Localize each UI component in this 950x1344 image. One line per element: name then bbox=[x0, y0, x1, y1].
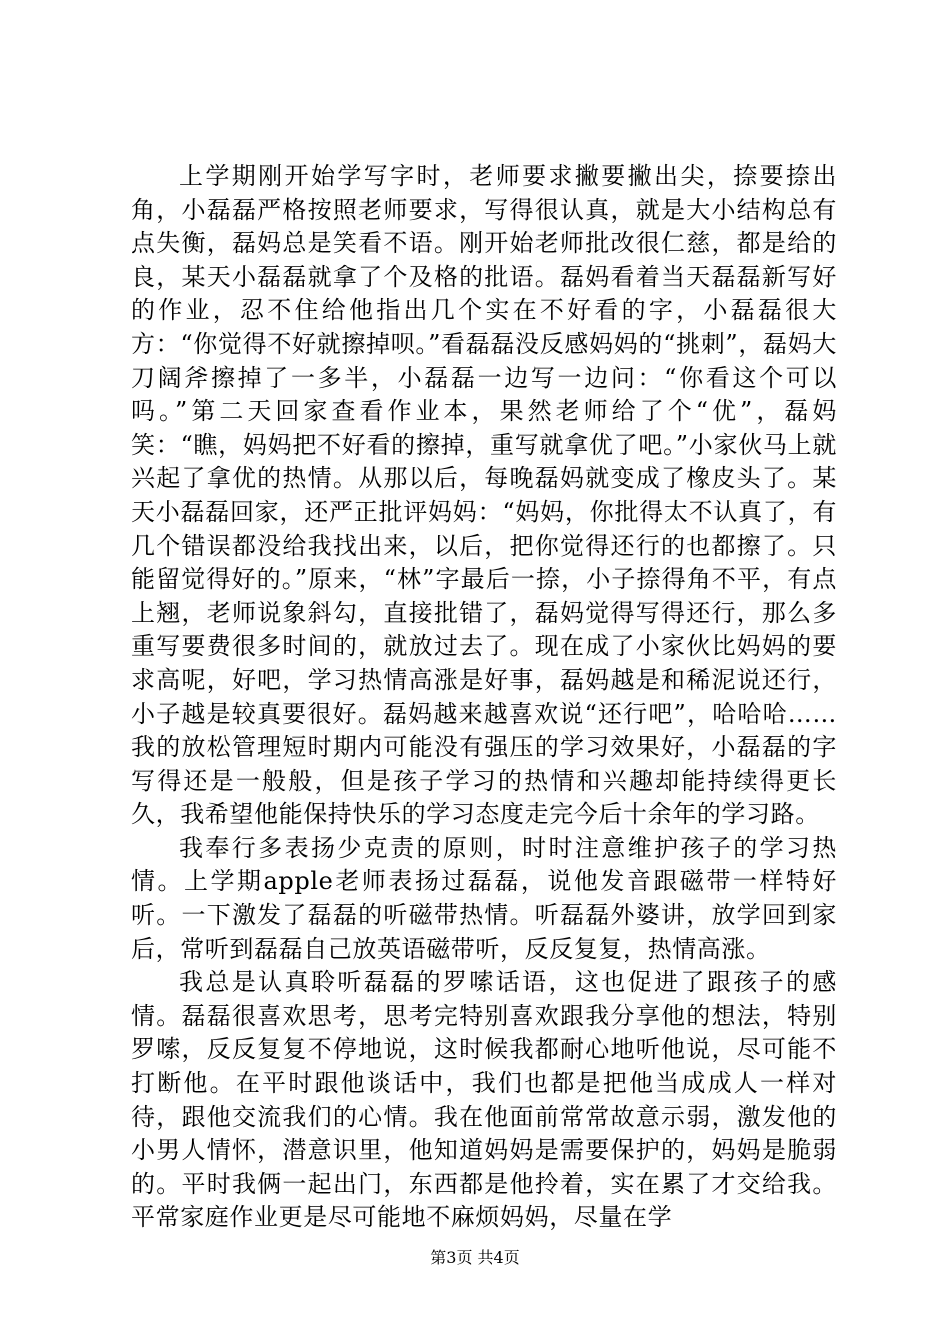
paragraph-3: 我总是认真聆听磊磊的罗嗦话语，这也促进了跟孩子的感情。磊磊很喜欢思考，思考完特别喜欢跟我分享他的想法，特别罗嗦，反反复复不停地说，这时候我都耐心地听他说，尽可能不打断他。在平时跟他谈话中，我们也都是把他当成成人一样对待，跟他交流我们的心情。我在他面前常常故意示弱，激发他的小男人情怀，潜意识里，他知道妈妈是需要保护的，妈妈是脆弱的。平时我俩一起出门，东西都是他拎着，实在累了才交给我。平常家庭作业更是尽可能地不麻烦妈妈，尽量在学 bbox=[131, 968, 837, 1232]
paragraph-1: 上学期刚开始学写字时，老师要求撇要撇出尖，捺要捺出角，小磊磊严格按照老师要求，写得很认真，就是大小结构总有点失衡，磊妈总是笑看不语。刚开始老师批改很仁慈，都是给的良，某天小磊磊就拿了个及格的批语。磊妈看着当天磊磊新写好的作业，忍不住给他指出几个实在不好看的字，小磊磊很大方：“你觉得不好就擦掉呗。”看磊磊没反感妈妈的“挑刺”，磊妈大刀阔斧擦掉了一多半，小磊磊一边写一边问：“你看这个可以吗。”第二天回家查看作业本，果然老师给了个“优”，磊妈笑：“瞧，妈妈把不好看的擦掉，重写就拿优了吧。”小家伙马上就兴起了拿优的热情。从那以后，每晚磊妈就变成了橡皮头了。某天小磊磊回家，还严正批评妈妈：“妈妈，你批得太不认真了，有几个错误都没给我找出来，以后，把你觉得还行的也都擦了。只能留觉得好的。”原来，“林”字最后一捺，小子捺得角不平，有点上翘，老师说象斜勾，直接批错了，磊妈觉得写得还行，那么多重写要费很多时间的，就放过去了。现在成了小家伙比妈妈的要求高呢，好吧，学习热情高涨是好事，磊妈越是和稀泥说还行，小子越是较真要很好。磊妈越来越喜欢说“还行吧”，哈哈哈……我的放松管理短时期内可能没有强压的学习效果好，小磊磊的字写得还是一般般，但是孩子学习的热情和兴趣却能持续得更长久，我希望他能保持快乐的学习态度走完今后十余年的学习路。 bbox=[131, 162, 837, 829]
paragraph-2: 我奉行多表扬少克责的原则，时时注意维护孩子的学习热情。上学期apple老师表扬过磊磊，说他发音跟磁带一样特好听。一下激发了磊磊的听磁带热情。听磊磊外婆讲，放学回到家后，常听到磊磊自己放英语磁带听，反反复复，热情高涨。 bbox=[131, 833, 837, 963]
document-body bbox=[131, 160, 837, 1235]
page-footer: 第3页 共4页 bbox=[430, 1248, 520, 1267]
